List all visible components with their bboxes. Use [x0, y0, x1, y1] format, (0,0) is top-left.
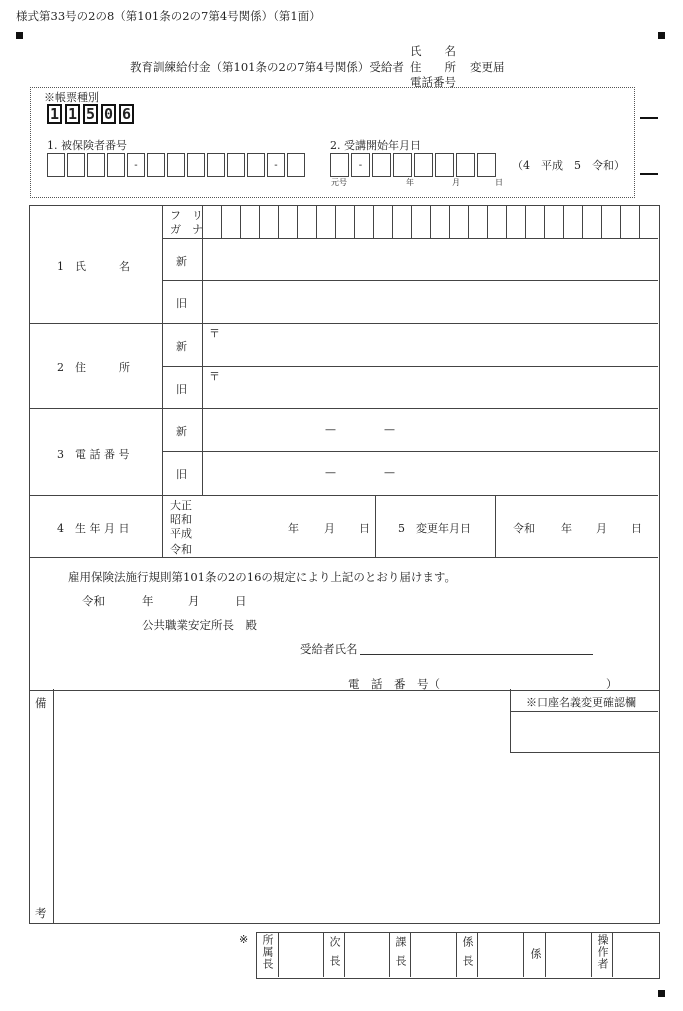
furigana-cell-divider: [582, 205, 583, 238]
registration-mark-bottom-right: [658, 990, 665, 997]
input-cell[interactable]: [47, 153, 65, 177]
input-cell[interactable]: [187, 153, 205, 177]
furigana-cell-divider: [639, 205, 640, 238]
furigana-cells[interactable]: [202, 205, 658, 238]
furigana-cell-divider: [240, 205, 241, 238]
name-label: 1 氏 名: [57, 260, 130, 273]
declaration-text: 雇用保険法施行規則第101条の2の16の規定により上記のとおり届けます。: [68, 570, 456, 584]
form-title-prefix: 教育訓練給付金（第101条の2の7第4号関係）受給者: [130, 60, 404, 74]
input-cell[interactable]: [107, 153, 125, 177]
furigana-cell-divider: [449, 205, 450, 238]
course-start-input[interactable]: [330, 153, 510, 177]
registration-mark-top-left: [16, 32, 23, 39]
furigana-cell-divider: [259, 205, 260, 238]
timing-mark-2: [640, 173, 658, 175]
code-digit: 1: [47, 104, 62, 124]
input-cell[interactable]: [477, 153, 496, 177]
title-option-address: 住 所: [410, 60, 456, 74]
phone-new-dash-1: —: [325, 423, 336, 436]
furigana-cell-divider: [297, 205, 298, 238]
furigana-cell-divider: [525, 205, 526, 238]
timing-mark-1: [640, 117, 658, 119]
form-id: 様式第33号の2の8（第101条の2の7第4号関係）（第1面）: [16, 9, 321, 23]
furigana-cell-divider: [278, 205, 279, 238]
recipient-name-line[interactable]: [360, 654, 593, 655]
course-start-label: 2. 受講開始年月日: [330, 139, 421, 152]
address-label: 2 住 所: [57, 361, 130, 374]
recipient-phone-label: 電 話 番 号（: [348, 677, 440, 691]
hyphen-cell: -: [351, 153, 370, 177]
birth-label: 4 生 年 月 日: [57, 522, 130, 535]
input-cell[interactable]: [372, 153, 391, 177]
birth-month: 月: [324, 522, 335, 535]
furigana-cell-divider: [316, 205, 317, 238]
furigana-label-1: フ リ: [170, 209, 203, 222]
input-cell[interactable]: [393, 153, 412, 177]
postal-mark-old: 〒: [209, 370, 220, 383]
remarks-label-bottom: 考: [35, 906, 47, 920]
input-cell[interactable]: [87, 153, 105, 177]
input-cell[interactable]: [67, 153, 85, 177]
month-sub-label: 月: [452, 178, 460, 187]
input-cell[interactable]: [456, 153, 475, 177]
phone-old-label: 旧: [176, 468, 187, 481]
furigana-cell-divider: [430, 205, 431, 238]
remarks-label-top: 備: [35, 696, 47, 710]
input-cell[interactable]: [287, 153, 305, 177]
code-digit: 0: [101, 104, 116, 124]
phone-old-dash-2: —: [384, 466, 395, 479]
change-date-label: 5 変更年月日: [398, 522, 471, 535]
input-cell[interactable]: [330, 153, 349, 177]
name-new-label: 新: [176, 255, 187, 268]
furigana-cell-divider: [487, 205, 488, 238]
input-cell[interactable]: [147, 153, 165, 177]
stamp-label-6: 操作者: [596, 934, 609, 970]
birth-day: 日: [359, 522, 370, 535]
furigana-cell-divider: [506, 205, 507, 238]
stamp-label-2: 次長: [328, 936, 341, 974]
furigana-cell-divider: [601, 205, 602, 238]
account-check-label: ※口座名義変更確認欄: [526, 696, 636, 709]
stamp-label-4: 係長: [461, 936, 474, 974]
change-era: 令和: [513, 522, 535, 535]
form-title-suffix: 変更届: [470, 60, 505, 74]
furigana-cell-divider: [620, 205, 621, 238]
furigana-cell-divider: [392, 205, 393, 238]
recipient-name-label: 受給者氏名: [300, 642, 358, 656]
furigana-cell-divider: [221, 205, 222, 238]
form-type-label: ※帳票種別: [44, 91, 99, 104]
birth-era-1: 大正: [170, 499, 192, 512]
recipient-phone-close: ）: [606, 677, 618, 691]
form-type-code: [47, 104, 157, 128]
furigana-cell-divider: [411, 205, 412, 238]
code-digit: 5: [83, 104, 98, 124]
era-note: （4 平成 5 令和）: [512, 159, 625, 172]
declaration-era: 令和: [82, 594, 105, 608]
phone-new-dash-2: —: [384, 423, 395, 436]
birth-era-2: 昭和: [170, 513, 192, 526]
birth-era-3: 平成: [170, 527, 192, 540]
furigana-label-2: ガ ナ: [170, 223, 203, 236]
addressee: 公共職業安定所長 殿: [142, 618, 257, 632]
declaration-year: 年: [142, 594, 154, 608]
furigana-cell-divider: [468, 205, 469, 238]
input-cell[interactable]: [207, 153, 225, 177]
phone-label: 3 電 話 番 号: [57, 448, 130, 461]
year-sub-label: 年: [406, 178, 414, 187]
input-cell[interactable]: [414, 153, 433, 177]
stamp-label-1: 所属長: [261, 934, 274, 970]
title-option-name: 氏 名: [410, 44, 456, 58]
change-day: 日: [631, 522, 642, 535]
code-digit: 1: [65, 104, 80, 124]
birth-year: 年: [288, 522, 299, 535]
era-sub-label: 元号: [331, 178, 347, 187]
furigana-cell-divider: [354, 205, 355, 238]
insured-number-input[interactable]: [47, 153, 312, 177]
input-cell[interactable]: [167, 153, 185, 177]
furigana-cell-divider: [373, 205, 374, 238]
address-old-label: 旧: [176, 383, 187, 396]
name-old-label: 旧: [176, 297, 187, 310]
change-year: 年: [561, 522, 572, 535]
declaration-day: 日: [235, 594, 247, 608]
input-cell[interactable]: [247, 153, 265, 177]
furigana-cell-divider: [563, 205, 564, 238]
input-cell[interactable]: [435, 153, 454, 177]
insured-number-label: 1. 被保険者番号: [47, 139, 127, 152]
phone-old-dash-1: —: [325, 466, 336, 479]
hyphen-cell: -: [267, 153, 285, 177]
declaration-month: 月: [188, 594, 200, 608]
change-month: 月: [596, 522, 607, 535]
code-digit: 6: [119, 104, 134, 124]
postal-mark-new: 〒: [209, 327, 220, 340]
hyphen-cell: -: [127, 153, 145, 177]
furigana-cell-divider: [335, 205, 336, 238]
input-cell[interactable]: [227, 153, 245, 177]
birth-era-4: 令和: [170, 543, 192, 556]
day-sub-label: 日: [495, 178, 503, 187]
title-option-phone: 電話番号: [410, 75, 456, 89]
address-new-label: 新: [176, 340, 187, 353]
registration-mark-top-right: [658, 32, 665, 39]
stamp-label-5: 係: [529, 948, 542, 960]
phone-new-label: 新: [176, 425, 187, 438]
furigana-cell-divider: [544, 205, 545, 238]
approval-mark: ※: [239, 933, 249, 946]
stamp-label-3: 課長: [394, 936, 407, 974]
